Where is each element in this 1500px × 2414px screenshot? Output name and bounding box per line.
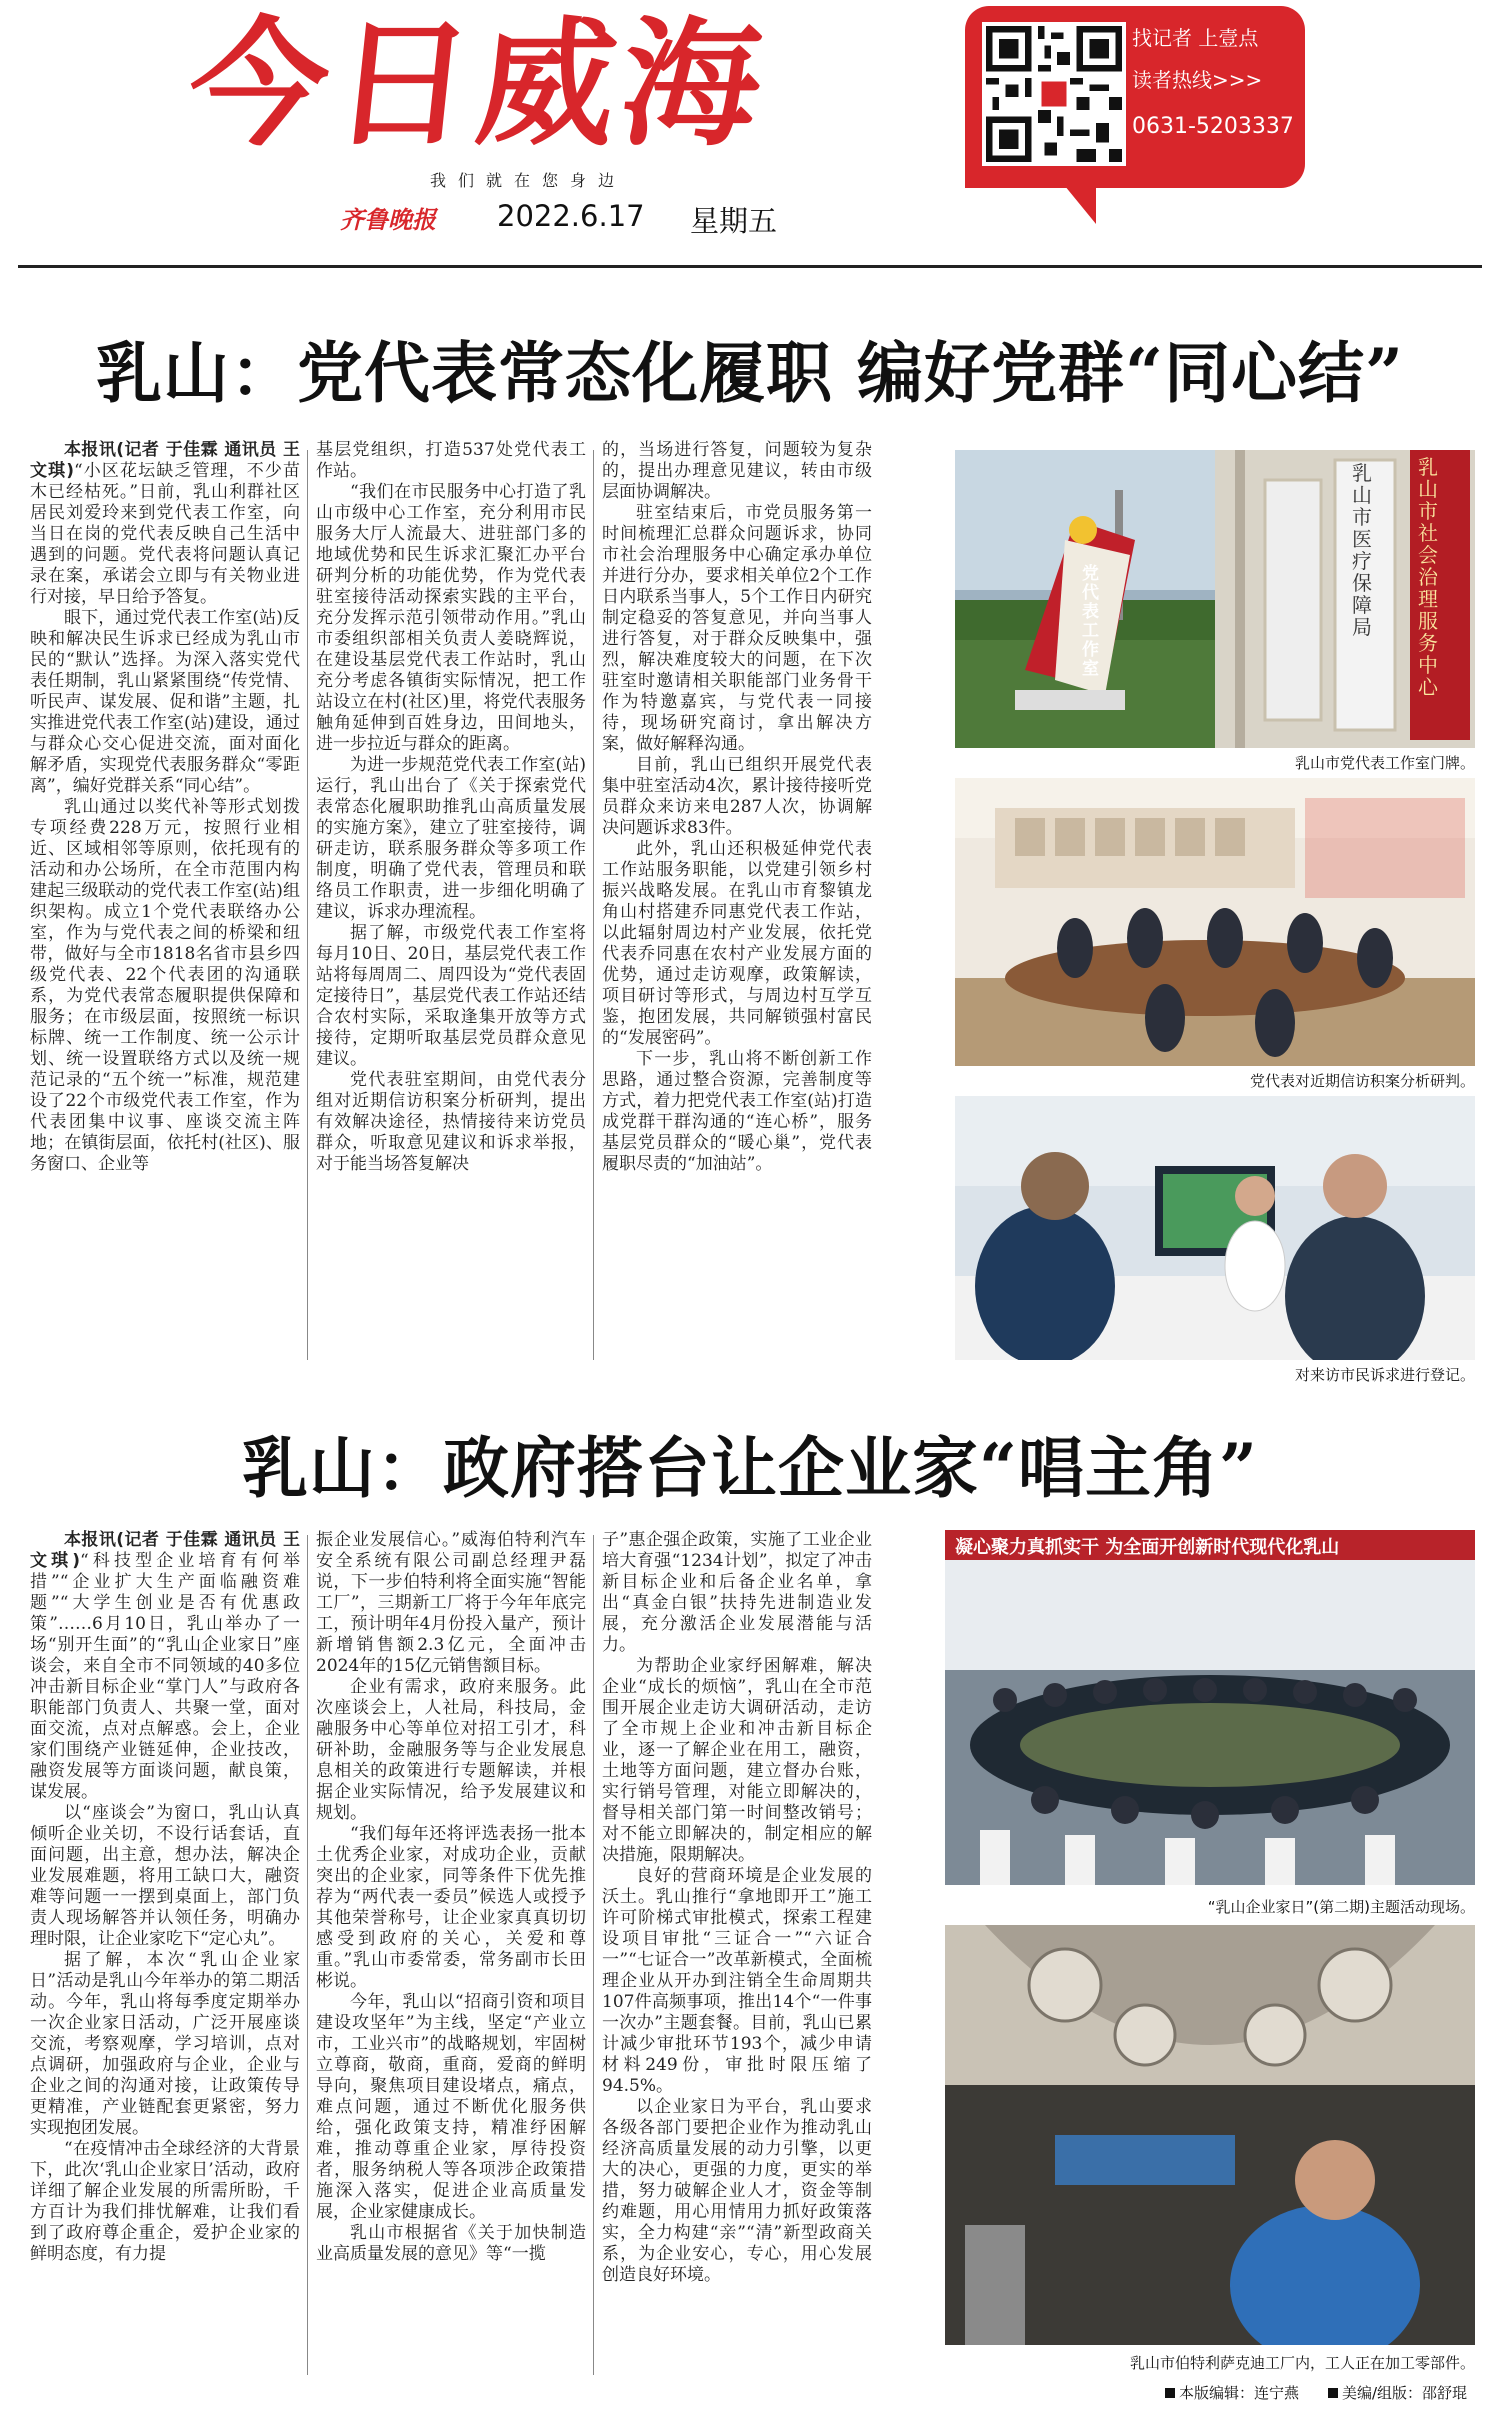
- article1-paragraph: “小区花坛缺乏管理，不少苗木已经枯死。”日前，乳山利群社区居民刘爱玲来到党代表工作室，向当日在岗的党代表反映自己生活中遇到的问题。党代表将问题认真记录在案，承诺会立即与有关物业进行对接，早日给予答复。: [30, 461, 300, 607]
- article2-paragraph: 今年，乳山以“招商引资和项目建设攻坚年”为主线，坚定“产业立市，工业兴市”的战略规划，牢固树立尊商，敬商，重商，爱商的鲜明导向，聚焦项目建设堵点，痛点，难点问题，通过不断优化服务供给，强化政策支持，精准纾困解难，推动尊重企业家，厚待投资者，服务纳税人等各项涉企政策措施深入落实，促进企业高质量发展，企业家健康成长。: [316, 1992, 586, 2222]
- photo-caption: 党代表对近期信访积案分析研判。: [1249, 1072, 1475, 1090]
- photo-visitor-registration: [955, 1096, 1475, 1360]
- article2-paragraph: “科技型企业培育有何举措”“企业扩大生产面临融资难题”“大学生创业是否有优惠政策”……6月10日，乳山举办了一场“别开生面”的“乳山企业家日”座谈会，来自全市不同领域的40多位冲击新目标企业“掌门人”与政府各职能部门负责人、共聚一堂，面对面交流，点对点解惑。会上，企业家们围绕产业链延伸，企业技改，融资发展等方面谈问题，献良策，谋发展。: [30, 1551, 300, 1802]
- column-divider: [307, 450, 308, 1360]
- issue-weekday: 星期五: [690, 204, 778, 238]
- article2-headline: 乳山：政府搭台让企业家“唱主角”: [242, 1429, 1258, 1507]
- photo-party-rep-office-plaque: [955, 450, 1475, 748]
- qr-code-icon[interactable]: [982, 22, 1126, 166]
- partner-logo: 齐鲁晚报: [340, 205, 436, 234]
- article1-paragraph: 基层党组织，打造537处党代表工作站。: [316, 440, 586, 481]
- medical-insurance-sign: 乳山市医疗保障局: [1352, 461, 1372, 639]
- article1-paragraph: “我们在市民服务中心打造了乳山市级中心工作室，充分利用市民服务大厅人流最大、进驻部门多的地域优势和民生诉求汇聚汇办平台研判分析的功能优势，作为党代表驻室接待活动探索实践的主平台，充分发挥示范引领带动作用。”乳山市委组织部相关负责人姜晓辉说，在建设基层党代表工作站时，乳山充分考虑各镇街实际情况，把工作站设立在村(社区)里，将党代表服务触角延伸到百姓身边，田间地头，进一步拉近与群众的距离。: [316, 482, 586, 754]
- article1-column-1: [30, 440, 300, 1360]
- article2-paragraph: 以“座谈会”为窗口，乳山认真倾听企业关切，不设行话套话，直面问题，出主意，想办法，解决企业发展难题，将用工缺口大，融资难等问题一一摆到桌面上，部门负责人现场解答并认领任务，明确办理时限，让企业家吃下“定心丸”。: [30, 1803, 300, 1949]
- square-bullet-icon: [1165, 2388, 1175, 2398]
- article2-paragraph: “我们每年还将评选表扬一批本土优秀企业家，对成功企业，贡献突出的企业家，同等条件下优先推荐为“两代表一委员”候选人或授予其他荣誉称号，让企业家真真切切感受到政府的关心，关爱和尊重。”乳山市委常委，常务副市长田彬说。: [316, 1824, 586, 1991]
- article1-column-2: [316, 440, 586, 1360]
- photo-caption: “乳山企业家日”(第二期)主题活动现场。: [1207, 1898, 1475, 1916]
- article2-paragraph: 企业有需求，政府来服务。此次座谈会上，人社局，科技局，金融服务中心等单位对招工引才，科研补助，金融服务等与企业发展息息相关的政策进行专题解读，并根据企业实际情况，给予发展建议和规划。: [316, 1677, 586, 1823]
- hotline-label: 读者热线>>>: [1132, 68, 1263, 92]
- masthead-slogan: 我们就在您身边: [430, 171, 627, 190]
- square-bullet-icon: [1328, 2388, 1338, 2398]
- article1-paragraph: 目前，乳山已组织开展党代表集中驻室活动4次，累计接待接听党员群众来访来电287人次，协调解决问题诉求83件。: [602, 755, 872, 838]
- header-rule: [18, 265, 1482, 268]
- article1-paragraph: 乳山通过以奖代补等形式划拨专项经费228万元，按照行业相近、区域相邻等原则，依托现有的活动和办公场所，在全市范围内构建起三级联动的党代表工作室(站)组织架构。成立1个党代表联络办公室，作为与党代表之间的桥梁和纽带，做好与全市1818名省市县乡四级党代表、22个代表团的沟通联系，为党代表常态履职提供保障和服务；在市级层面，按照统一标识标牌、统一工作制度、统一公示计划、统一设置联络方式以及统一规范记录的“五个统一”标准，规范建设了22个市级党代表工作室，作为代表团集中议事、座谈交流主阵地；在镇街层面，依托村(社区)、服务窗口、企业等: [30, 797, 300, 1174]
- article2-paragraph: 良好的营商环境是企业发展的沃土。乳山推行“拿地即开工”施工许可阶梯式审批模式，探索工程建设项目审批“三证合一”“六证合一”“七证合一”改革新模式，全面梳理企业从开办到注销全生命周期共107件高频事项，推出14个“一件事一次办”主题套餐。目前，乳山已累计减少审批环节193个，减少申请材料249份，审批时限压缩了94.5%。: [602, 1866, 872, 2096]
- article1-byline: 本报讯(记者 于佳霖 通讯员 王文琪): [30, 440, 300, 481]
- footer-design: [1328, 2382, 1467, 2403]
- plaque-text: 党代表工作室: [1082, 564, 1099, 679]
- footer-editor-text: 本版编辑：连宁燕: [1179, 2384, 1300, 2402]
- article1-paragraph: 为进一步规范党代表工作室(站)运行，乳山出台了《关于探索党代表常态化履职助推乳山高质量发展的实施方案》，建立了驻室接待，调研走访，联系服务群众等多项工作制度，明确了党代表，管理员和联络员工作职责，进一步细化明确了建议，诉求办理流程。: [316, 755, 586, 922]
- article2-paragraph: 以企业家日为平台，乳山要求各级各部门要把企业作为推动乳山经济高质量发展的动力引擎，以更大的决心，更强的力度，更实的举措，努力破解企业人才，资金等制约难题，用心用情用力抓好政策落实，全力构建“亲”“清”新型政商关系，为企业安心，专心，用心发展创造良好环境。: [602, 2097, 872, 2285]
- photo-caption: 对来访市民诉求进行登记。: [1294, 1366, 1475, 1384]
- masthead-logo: 今日威海: [181, 4, 775, 165]
- event-banner-text: 凝心聚力真抓实干 为全面开创新时代现代化乳山: [955, 1537, 1340, 1558]
- photo-factory-worker: [945, 1925, 1475, 2345]
- hotline-number: 0631-5203337: [1132, 114, 1294, 139]
- column-divider: [593, 1535, 594, 2375]
- find-reporter-text: 找记者 上壹点: [1132, 26, 1259, 50]
- article1-headline: 乳山：党代表常态化履职 编好党群“同心结”: [96, 334, 1404, 412]
- column-divider: [593, 450, 594, 1360]
- article1-paragraph: 党代表驻室期间，由党代表分组对近期信访积案分析研判，提出有效解决途径，热情接待来访党员群众，听取意见建议和诉求举报，对于能当场答复解决: [316, 1070, 586, 1174]
- article2-column-3: [602, 1530, 872, 2375]
- photo-caption: 乳山市党代表工作室门牌。: [1294, 754, 1475, 772]
- column-divider: [307, 1535, 308, 2375]
- article1-paragraph: 眼下，通过党代表工作室(站)反映和解决民生诉求已经成为乳山市民的“默认”选择。为深入落实党代表任期制，乳山紧紧围绕“传党情、听民声、谋发展、促和谐”主题，扎实推进党代表工作室(站)建设，通过与群众心交心促进交流，面对面化解矛盾，实现党代表服务群众“零距离”，编好党群关系“同心结”。: [30, 608, 300, 796]
- footer-design-text: 美编/组版：邵舒琨: [1342, 2384, 1468, 2402]
- article2-paragraph: 据了解，本次“乳山企业家日”活动是乳山今年举办的第二期活动。今年，乳山将每季度定期举办一次企业家日活动，广泛开展座谈交流，考察观摩，学习培训，点对点调研，加强政府与企业，企业与企业之间的沟通对接，让政策传导更精准，产业链配套更紧密，努力实现抱团发展。: [30, 1950, 300, 2138]
- governance-center-sign: 乳山市社会治理服务中心: [1418, 455, 1438, 699]
- banner-tail: [1060, 180, 1096, 224]
- article1-column-3: [602, 440, 872, 1360]
- photo-caption: 乳山市伯特利萨克迪工厂内，工人正在加工零部件。: [1129, 2354, 1475, 2372]
- article2-paragraph: 为帮助企业家纾困解难，解决企业“成长的烦恼”，乳山在全市范围开展企业走访大调研活动，走访了全市规上企业和冲击新目标企业，逐一了解企业在用工，融资，土地等方面问题，建立督办台账，实行销号管理，对能立即解决的，督导相关部门第一时间整改销号；对不能立即解决的，制定相应的解决措施，限期解决。: [602, 1656, 872, 1865]
- article2-column-1: [30, 1530, 300, 2375]
- photo-case-analysis-meeting: [955, 778, 1475, 1066]
- article1-paragraph: 的，当场进行答复，问题较为复杂的，提出办理意见建议，转由市级层面协调解决。: [602, 440, 872, 502]
- article1-paragraph: 驻室结束后，市党员服务第一时间梳理汇总群众问题诉求，协同市社会治理服务中心确定承办单位并进行分办，要求相关单位2个工作日内联系当事人，5个工作日内研究制定稳妥的答复意见，并向当事人进行答复，对于群众反映集中，强烈，解决难度较大的问题，在下次驻室时邀请相关职能部门业务骨干作为特邀嘉宾，与党代表一同接待，现场研究商讨，拿出解决方案，做好解释沟通。: [602, 503, 872, 754]
- article1-paragraph: 据了解，市级党代表工作室将每月10日、20日，基层党代表工作站将每周周二、周四设为“党代表固定接待日”，基层党代表工作站还结合农村实际，采取逢集开放等方式接待，定期听取基层党员群众意见建议。: [316, 923, 586, 1069]
- article2-paragraph: “在疫情冲击全球经济的大背景下，此次‘乳山企业家日’活动，政府详细了解企业发展的所需所盼，千方百计为我们排忧解难，让我们看到了政府尊企重企，爱护企业家的鲜明态度，有力提: [30, 2139, 300, 2264]
- article1-paragraph: 下一步，乳山将不断创新工作思路，通过整合资源，完善制度等方式，着力把党代表工作室(站)打造成党群干群沟通的“连心桥”，服务基层党员群众的“暖心巢”，党代表履职尽责的“加油站”。: [602, 1049, 872, 1174]
- photo-entrepreneur-day-event: [945, 1530, 1475, 1885]
- article2-paragraph: 振企业发展信心。”威海伯特利汽车安全系统有限公司副总经理尹磊说，下一步伯特利将全面实施“智能工厂”，三期新工厂将于今年年底完工，预计明年4月份投入量产，预计新增销售额2.3亿元，全面冲击2024年的15亿元销售额目标。: [316, 1530, 586, 1676]
- article2-byline: 本报讯(记者 于佳霖 通讯员 王文琪): [30, 1530, 300, 1571]
- article2-column-2: [316, 1530, 586, 2375]
- article1-paragraph: 此外，乳山还积极延伸党代表工作站服务职能，以党建引领乡村振兴战略发展。在乳山市育黎镇龙角山村搭建乔同惠党代表工作站，以此辐射周边村产业发展，依托党代表乔同惠在农村产业发展方面的优势，通过走访观摩，政策解读，项目研讨等形式，与周边村互学互鉴，抱团发展，共同解锁强村富民的“发展密码”。: [602, 839, 872, 1048]
- issue-date: 2022.6.17: [497, 199, 645, 233]
- article2-paragraph: 子”惠企强企政策，实施了工业企业培大育强“1234计划”，拟定了冲击新目标企业和后备企业名单，拿出“真金白银”扶持先进制造业发展，充分激活企业发展潜能与活力。: [602, 1530, 872, 1655]
- article2-paragraph: 乳山市根据省《关于加快制造业高质量发展的意见》等“一揽: [316, 2223, 586, 2264]
- footer-editor: [1165, 2382, 1299, 2403]
